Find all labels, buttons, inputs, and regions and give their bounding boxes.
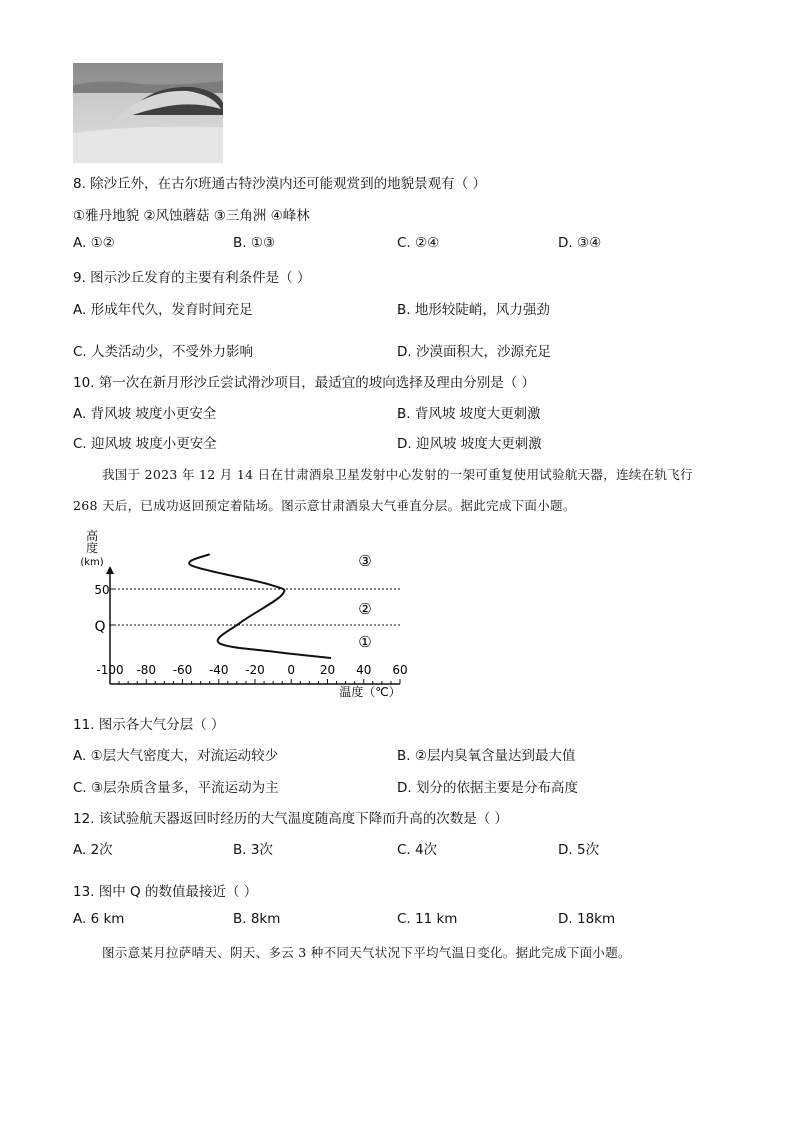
y-axis-arrow: [106, 566, 114, 574]
layer-label-1: ①: [358, 633, 372, 651]
q10-stem: 10. 第一次在新月形沙丘尝试滑沙项目，最适宜的坡向选择及理由分别是（ ）: [73, 375, 536, 391]
q9-stem: 9. 图示沙丘发育的主要有利条件是（ ）: [73, 270, 311, 286]
x-axis-label: 温度（℃）: [339, 685, 401, 699]
x-tick-label-1: -80: [136, 663, 157, 677]
q11-option-b[interactable]: B. ②层内臭氧含量达到最大值: [397, 748, 576, 764]
q11-option-c[interactable]: C. ③层杂质含量多，平流运动为主: [73, 780, 279, 796]
x-tick-label-6: 20: [319, 663, 336, 677]
q12-stem: 12. 该试验航天器返回时经历的大气温度随高度下降而升高的次数是（ ）: [73, 811, 509, 827]
q9-option-d[interactable]: D. 沙漠面积大，沙源充足: [397, 344, 551, 360]
x-tick-label-4: -20: [245, 663, 265, 677]
x-tick-label-0: -100: [96, 663, 124, 677]
layer-label-2: ②: [358, 600, 372, 618]
q8-option-c[interactable]: C. ②④: [397, 235, 440, 251]
y-axis-label-3: (km): [80, 557, 104, 568]
x-tick-label-2: -60: [172, 663, 193, 677]
q12-option-a[interactable]: A. 2次: [73, 842, 113, 858]
passage2-line1: 图示意某月拉萨晴天、阴天、多云 3 种不同天气状况下平均气温日变化。据此完成下面小题。: [102, 945, 631, 960]
q11-stem: 11. 图示各大气分层（ ）: [73, 717, 225, 733]
x-tick-label-7: 40: [356, 663, 372, 677]
q12-option-d[interactable]: D. 5次: [558, 842, 600, 858]
q8-items: ①雅丹地貌 ②风蚀蘑菇 ③三角洲 ④峰林: [73, 208, 310, 224]
q8-stem: 8. 除沙丘外，在古尔班通古特沙漠内还可能观赏到的地貌景观有（ ）: [73, 176, 486, 192]
q9-option-a[interactable]: A. 形成年代久，发育时间充足: [73, 302, 253, 318]
q12-option-b[interactable]: B. 3次: [233, 842, 273, 858]
q11-option-d[interactable]: D. 划分的依据主要是分布高度: [397, 780, 578, 796]
q13-option-c[interactable]: C. 11 km: [397, 911, 458, 927]
layer-label-3: ③: [358, 552, 372, 570]
q10-option-a[interactable]: A. 背风坡 坡度小更安全: [73, 406, 217, 422]
q9-option-c[interactable]: C. 人类活动少，不受外力影响: [73, 344, 254, 360]
q13-stem: 13. 图中 Q 的数值最接近（ ）: [73, 884, 258, 900]
q12-option-c[interactable]: C. 4次: [397, 842, 438, 858]
y-axis-label-1: 高: [85, 529, 99, 543]
temperature-curve: [189, 554, 331, 658]
x-tick-label-3: -40: [208, 663, 229, 677]
q13-option-b[interactable]: B. 8km: [233, 911, 281, 927]
q8-option-b[interactable]: B. ①③: [233, 235, 276, 251]
q9-option-b[interactable]: B. 地形较陡峭，风力强劲: [397, 302, 550, 318]
q8-option-d[interactable]: D. ③④: [558, 235, 602, 251]
passage1-line2: 268 天后，已成功返回预定着陆场。图示意甘肃酒泉大气垂直分层。据此完成下面小题。: [73, 498, 576, 513]
q10-option-d[interactable]: D. 迎风坡 坡度大更刺激: [397, 436, 542, 452]
y-tick-label-50: 50: [94, 583, 110, 597]
y-axis-label-2: 度: [85, 541, 99, 555]
passage1-line1: 我国于 2023 年 12 月 14 日在甘肃酒泉卫星发射中心发射的一架可重复使用试验航天器，连续在轨飞行: [102, 467, 693, 482]
q8-option-a[interactable]: A. ①②: [73, 235, 115, 251]
atmosphere-chart: [80, 526, 420, 704]
sand-dune-photo: [73, 63, 223, 163]
q13-option-a[interactable]: A. 6 km: [73, 911, 125, 927]
q10-option-b[interactable]: B. 背风坡 坡度大更刺激: [397, 406, 541, 422]
q13-option-d[interactable]: D. 18km: [558, 911, 616, 927]
q10-option-c[interactable]: C. 迎风坡 坡度小更安全: [73, 436, 217, 452]
x-tick-label-8: 60: [392, 663, 408, 677]
q11-option-a[interactable]: A. ①层大气密度大，对流运动较少: [73, 748, 279, 764]
x-tick-label-5: 0: [287, 663, 296, 677]
y-tick-label-q: Q: [94, 619, 106, 635]
